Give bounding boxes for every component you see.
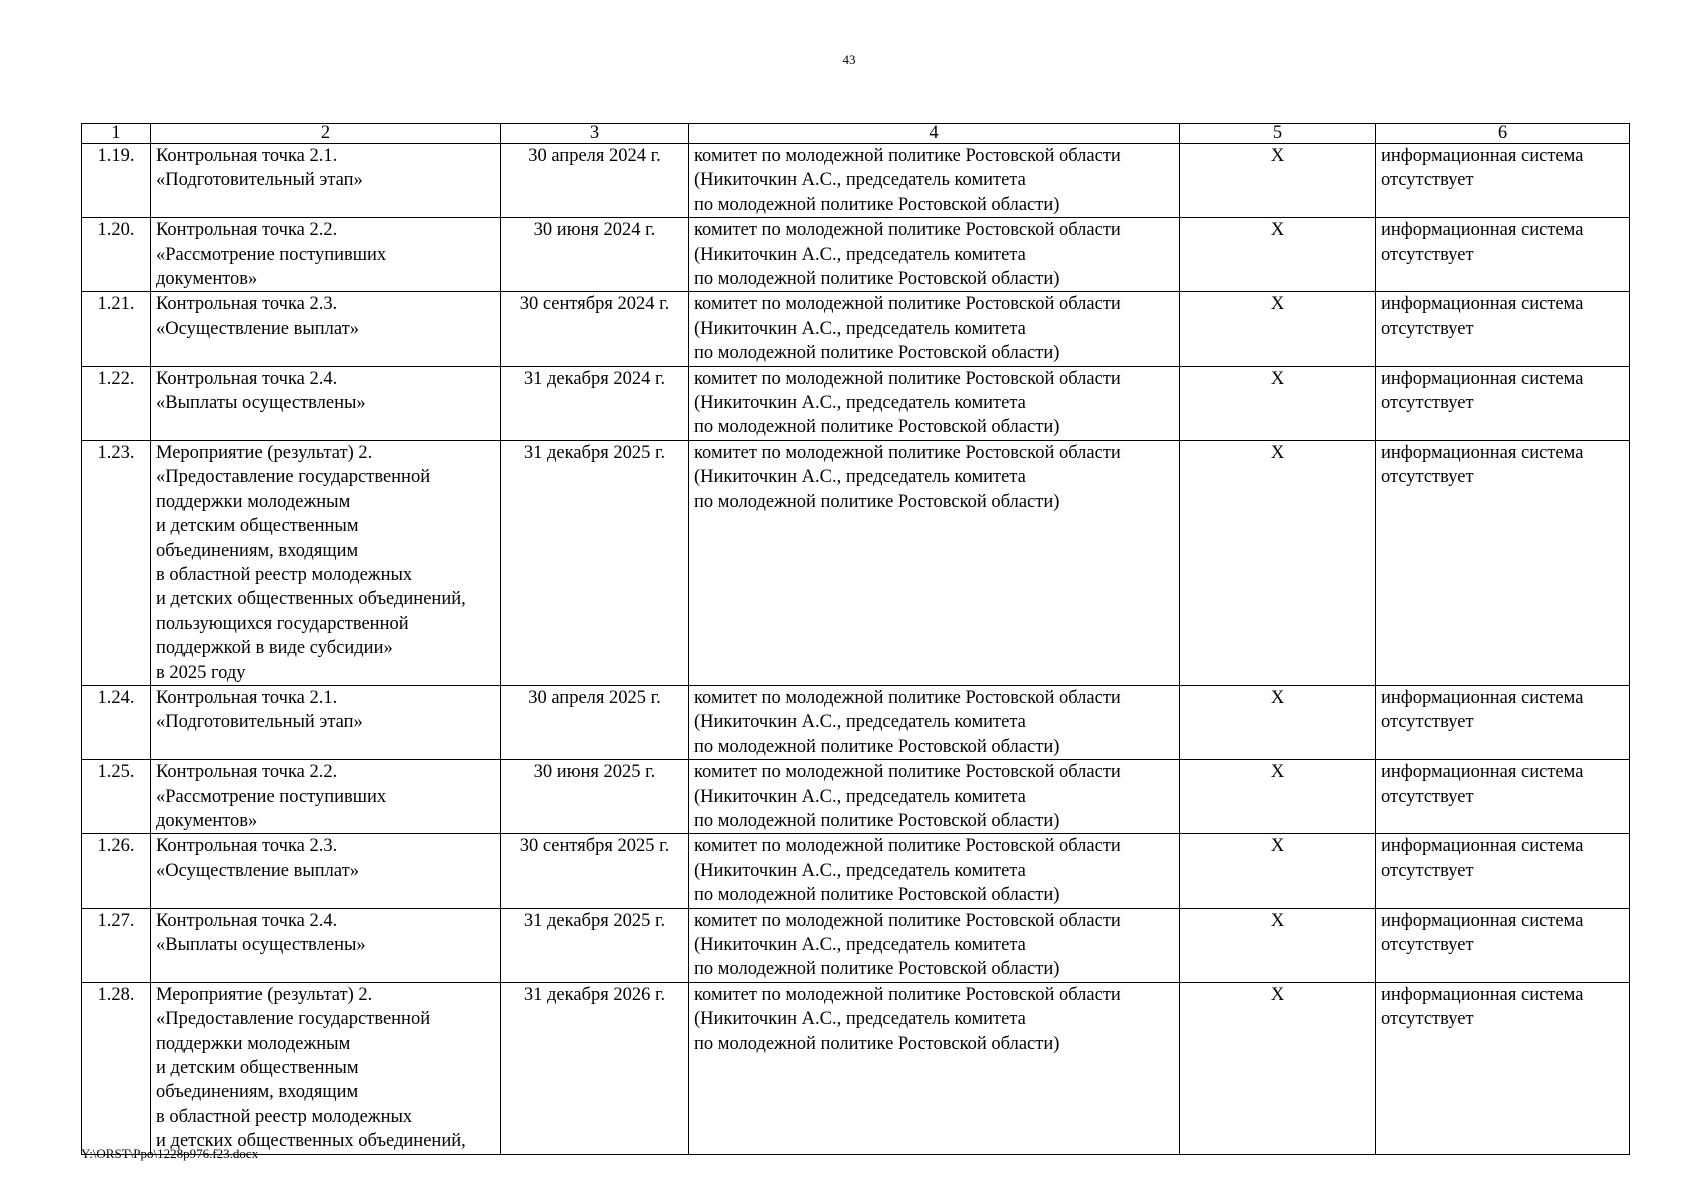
row-number: 1.28. [82, 982, 151, 1154]
column-header-3: 3 [501, 124, 689, 144]
responsible-line: (Никиточкин А.С., председатель комитета [694, 786, 1026, 807]
activity-name-line: поддержкой в виде субсидии» [156, 638, 393, 659]
information-system-line: информационная система [1381, 220, 1584, 241]
responsible [689, 685, 1180, 759]
row-number: 1.22. [82, 366, 151, 440]
responsible-line: комитет по молодежной политике Ростовской области [694, 294, 1121, 315]
mark: X [1180, 982, 1376, 1154]
activity-name [151, 760, 501, 834]
table-row [82, 144, 1630, 218]
row-number: 1.27. [82, 908, 151, 982]
activity-name-line: Контрольная точка 2.1. [156, 687, 338, 708]
responsible [689, 440, 1180, 685]
row-number: 1.26. [82, 834, 151, 908]
activity-name-line: документов» [156, 269, 258, 290]
responsible-line: (Никиточкин А.С., председатель комитета [694, 712, 1026, 733]
responsible-line: комитет по молодежной политике Ростовской области [694, 984, 1121, 1005]
information-system-line: отсутствует [1381, 467, 1474, 488]
activity-name-line: «Выплаты осуществлены» [156, 393, 366, 414]
responsible-line: комитет по молодежной политике Ростовской области [694, 762, 1121, 783]
responsible [689, 760, 1180, 834]
information-system-line: отсутствует [1381, 786, 1474, 807]
activity-name [151, 218, 501, 292]
activity-name-line: поддержки молодежным [156, 491, 351, 512]
responsible [689, 218, 1180, 292]
information-system [1376, 218, 1630, 292]
responsible-line: комитет по молодежной политике Ростовской области [694, 146, 1121, 166]
row-number: 1.23. [82, 440, 151, 685]
information-system [1376, 685, 1630, 759]
information-system-line: информационная система [1381, 762, 1584, 783]
responsible-line: (Никиточкин А.С., председатель комитета [694, 393, 1026, 414]
information-system [1376, 440, 1630, 685]
activity-name-line: и детским общественным [156, 516, 359, 537]
mark: X [1180, 440, 1376, 685]
responsible-line: по молодежной политике Ростовской области) [694, 343, 1060, 364]
information-system [1376, 366, 1630, 440]
activity-name [151, 292, 501, 366]
information-system [1376, 908, 1630, 982]
responsible-line: комитет по молодежной политике Ростовской области [694, 836, 1121, 857]
information-system [1376, 982, 1630, 1154]
responsible [689, 366, 1180, 440]
activity-name-line: «Осуществление выплат» [156, 860, 359, 881]
responsible [689, 908, 1180, 982]
activity-name-line: и детских общественных объединений, [156, 1131, 466, 1152]
responsible-line: (Никиточкин А.С., председатель комитета [694, 318, 1026, 339]
responsible-line: (Никиточкин А.С., председатель комитета [694, 1009, 1026, 1030]
activity-name [151, 982, 501, 1154]
column-header-6: 6 [1376, 124, 1630, 144]
due-date: 30 апреля 2025 г. [501, 685, 689, 759]
file-path: Y:\ORST\Ppo\1228p976.f23.docx [81, 1146, 259, 1161]
mark: X [1180, 685, 1376, 759]
column-number-row [82, 124, 1630, 144]
column-header-1: 1 [82, 124, 151, 144]
responsible-line: по молодежной политике Ростовской области) [694, 736, 1060, 757]
column-header-4: 4 [689, 124, 1180, 144]
responsible [689, 292, 1180, 366]
responsible-line: по молодежной политике Ростовской области) [694, 810, 1060, 831]
responsible-line: по молодежной политике Ростовской области) [694, 1033, 1060, 1054]
mark: X [1180, 760, 1376, 834]
information-system-line: информационная система [1381, 442, 1584, 463]
responsible-line: комитет по молодежной политике Ростовской области [694, 442, 1121, 463]
due-date: 31 декабря 2025 г. [501, 440, 689, 685]
information-system-line: информационная система [1381, 984, 1584, 1005]
information-system-line: отсутствует [1381, 244, 1474, 265]
activity-name-line: Контрольная точка 2.2. [156, 220, 338, 241]
responsible-line: (Никиточкин А.С., председатель комитета [694, 935, 1026, 955]
information-system-line: информационная система [1381, 687, 1584, 708]
information-system [1376, 144, 1630, 218]
activity-name-line: пользующихся государственной [156, 613, 409, 634]
table-row [82, 982, 1630, 1154]
information-system-line: отсутствует [1381, 1009, 1474, 1030]
information-system-line: отсутствует [1381, 318, 1474, 339]
table-row [82, 292, 1630, 366]
activity-name-line: «Подготовительный этап» [156, 712, 363, 733]
responsible-line: (Никиточкин А.С., председатель комитета [694, 244, 1026, 265]
responsible-line: по молодежной политике Ростовской области) [694, 491, 1060, 512]
due-date: 30 апреля 2024 г. [501, 144, 689, 218]
activity-name-line: Контрольная точка 2.4. [156, 910, 338, 931]
row-number: 1.21. [82, 292, 151, 366]
responsible-line: по молодежной политике Ростовской области) [694, 269, 1060, 290]
activity-name-line: «Рассмотрение поступивших [156, 244, 387, 265]
activity-name-line: Контрольная точка 2.3. [156, 294, 338, 315]
information-system-line: информационная система [1381, 910, 1584, 931]
table-body [82, 144, 1630, 1155]
row-number: 1.25. [82, 760, 151, 834]
activity-name-line: Мероприятие (результат) 2. [156, 442, 373, 463]
information-system-line: отсутствует [1381, 935, 1474, 955]
table-row [82, 685, 1630, 759]
due-date: 31 декабря 2024 г. [501, 366, 689, 440]
table-row [82, 834, 1630, 908]
responsible-line: комитет по молодежной политике Ростовской области [694, 368, 1121, 389]
responsible [689, 144, 1180, 218]
mark: X [1180, 366, 1376, 440]
activity-name-line: в областной реестр молодежных [156, 564, 413, 585]
due-date: 31 декабря 2025 г. [501, 908, 689, 982]
plan-table [81, 123, 1630, 1155]
activity-name [151, 440, 501, 685]
responsible-line: комитет по молодежной политике Ростовской области [694, 220, 1121, 241]
table-row [82, 366, 1630, 440]
responsible-line: по молодежной политике Ростовской области) [694, 885, 1060, 906]
activity-name-line: «Выплаты осуществлены» [156, 935, 366, 955]
table-row [82, 440, 1630, 685]
responsible-line: (Никиточкин А.С., председатель комитета [694, 170, 1026, 191]
activity-name-line: в 2025 году [156, 662, 246, 683]
activity-name-line: Контрольная точка 2.4. [156, 368, 338, 389]
table-row [82, 760, 1630, 834]
information-system-line: отсутствует [1381, 712, 1474, 733]
mark: X [1180, 292, 1376, 366]
table-row [82, 218, 1630, 292]
activity-name-line: Контрольная точка 2.2. [156, 762, 338, 783]
due-date: 30 сентября 2025 г. [501, 834, 689, 908]
mark: X [1180, 144, 1376, 218]
activity-name-line: «Рассмотрение поступивших [156, 786, 387, 807]
responsible-line: комитет по молодежной политике Ростовской области [694, 910, 1121, 931]
activity-name [151, 908, 501, 982]
information-system [1376, 292, 1630, 366]
activity-name-line: «Подготовительный этап» [156, 170, 363, 191]
responsible-line: (Никиточкин А.С., председатель комитета [694, 860, 1026, 881]
due-date: 30 июня 2025 г. [501, 760, 689, 834]
table-row [82, 908, 1630, 982]
activity-name-line: Контрольная точка 2.3. [156, 836, 338, 857]
column-header-5: 5 [1180, 124, 1376, 144]
mark: X [1180, 908, 1376, 982]
information-system-line: отсутствует [1381, 860, 1474, 881]
information-system-line: информационная система [1381, 294, 1584, 315]
activity-name-line: поддержки молодежным [156, 1033, 351, 1054]
column-header-2: 2 [151, 124, 501, 144]
activity-name-line: «Осуществление выплат» [156, 318, 359, 339]
responsible-line: комитет по молодежной политике Ростовской области [694, 687, 1121, 708]
activity-name [151, 834, 501, 908]
responsible-line: по молодежной политике Ростовской области) [694, 417, 1060, 438]
responsible [689, 834, 1180, 908]
information-system [1376, 834, 1630, 908]
mark: X [1180, 218, 1376, 292]
activity-name-line: Контрольная точка 2.1. [156, 146, 338, 166]
mark: X [1180, 834, 1376, 908]
responsible-line: (Никиточкин А.С., председатель комитета [694, 467, 1026, 488]
activity-name [151, 685, 501, 759]
activity-name [151, 144, 501, 218]
responsible-line: по молодежной политике Ростовской области) [694, 194, 1060, 215]
information-system-line: информационная система [1381, 836, 1584, 857]
due-date: 30 июня 2024 г. [501, 218, 689, 292]
information-system-line: информационная система [1381, 368, 1584, 389]
page-number: 43 [842, 52, 856, 67]
information-system-line: отсутствует [1381, 393, 1474, 414]
information-system [1376, 760, 1630, 834]
responsible [689, 982, 1180, 1154]
activity-name-line: и детских общественных объединений, [156, 589, 466, 610]
row-number: 1.24. [82, 685, 151, 759]
due-date: 31 декабря 2026 г. [501, 982, 689, 1154]
activity-name-line: «Предоставление государственной [156, 1009, 431, 1030]
row-number: 1.20. [82, 218, 151, 292]
activity-name-line: документов» [156, 810, 258, 831]
activity-name-line: объединениям, входящим [156, 1082, 359, 1103]
activity-name-line: «Предоставление государственной [156, 467, 431, 488]
due-date: 30 сентября 2024 г. [501, 292, 689, 366]
activity-name-line: в областной реестр молодежных [156, 1106, 413, 1127]
activity-name-line: и детским общественным [156, 1058, 359, 1079]
activity-name [151, 366, 501, 440]
information-system-line: отсутствует [1381, 170, 1474, 191]
responsible-line: по молодежной политике Ростовской области) [694, 959, 1060, 980]
row-number: 1.19. [82, 144, 151, 218]
activity-name-line: объединениям, входящим [156, 540, 359, 561]
information-system-line: информационная система [1381, 146, 1584, 166]
activity-name-line: Мероприятие (результат) 2. [156, 984, 373, 1005]
